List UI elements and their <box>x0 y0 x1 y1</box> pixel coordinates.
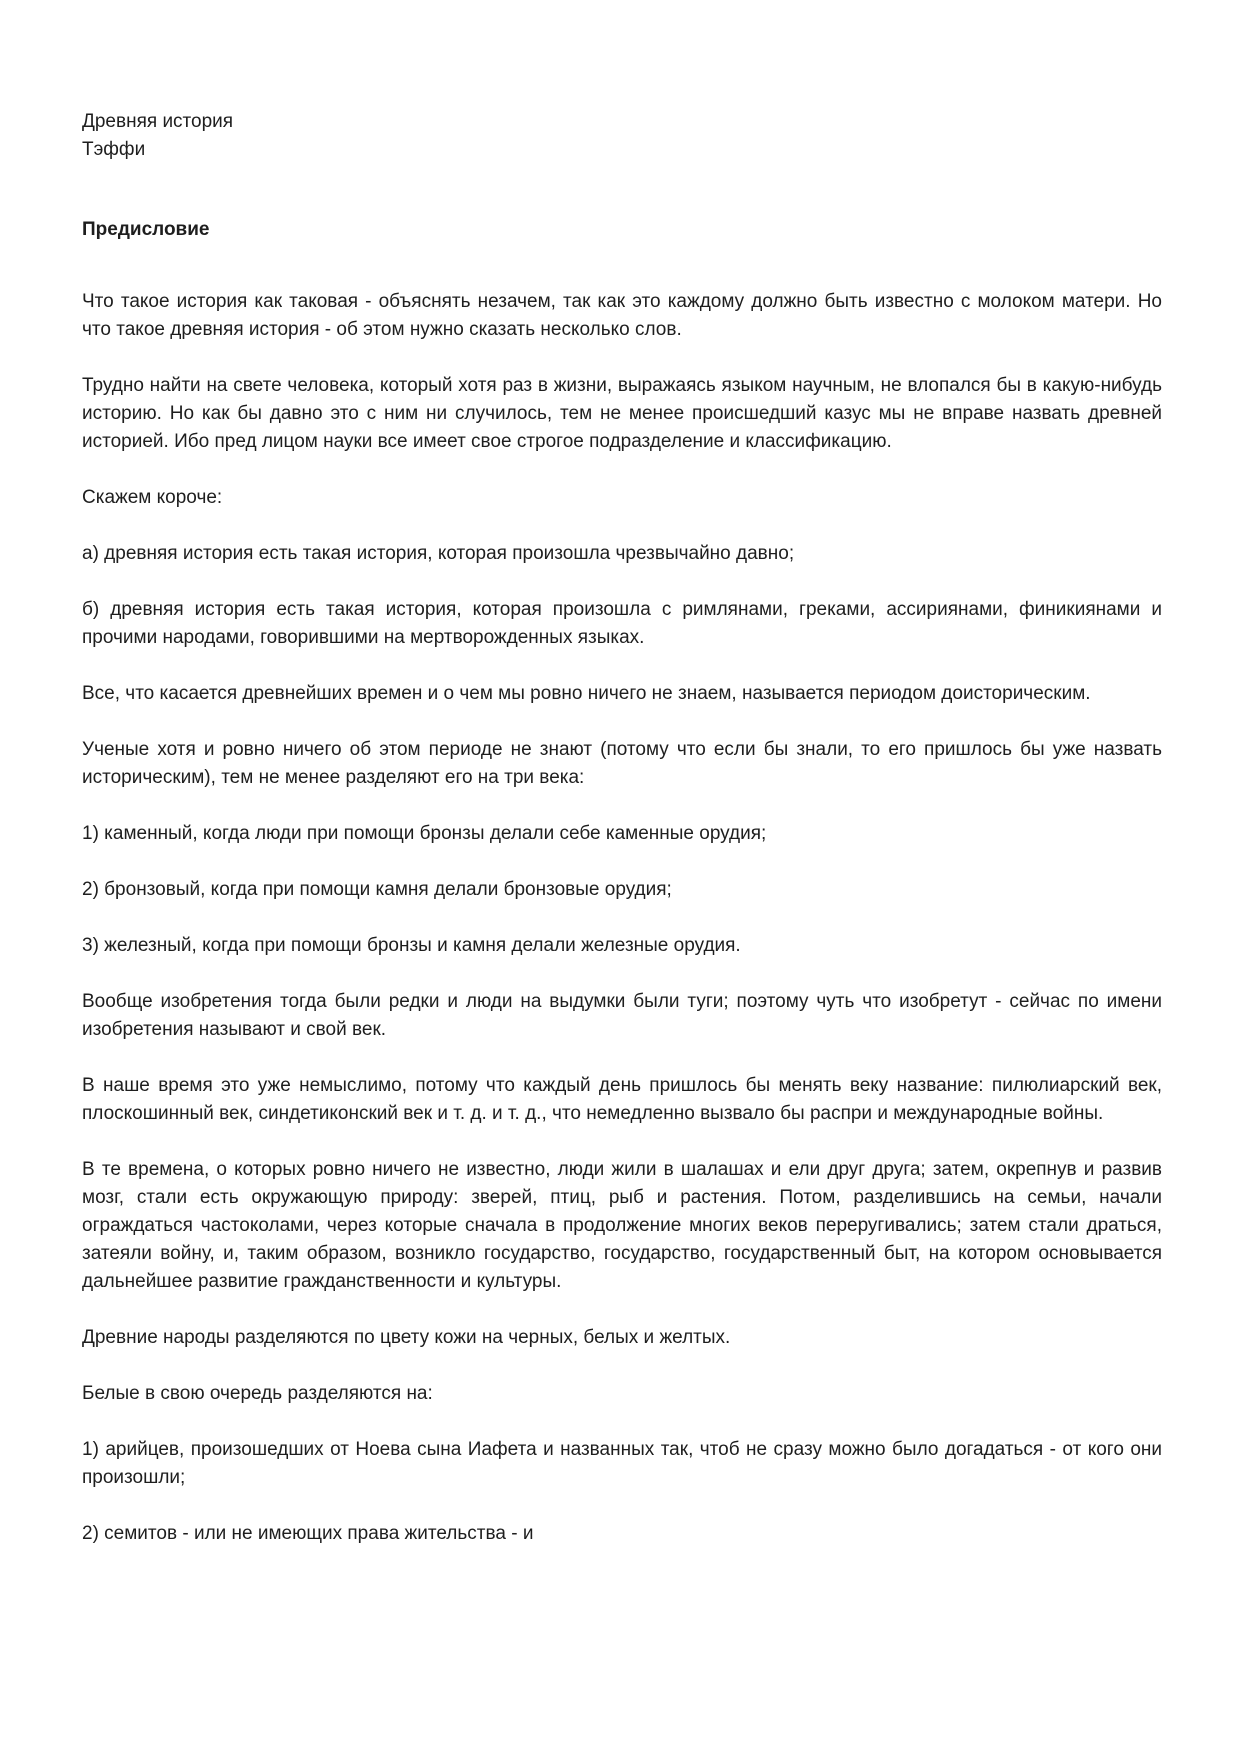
paragraph: Древние народы разделяются по цвету кожи на черных, белых и желтых. <box>82 1327 731 1348</box>
list-item: 2) бронзовый, когда при помощи камня делали бронзовые орудия; <box>82 879 672 900</box>
paragraph: Что такое история как таковая - объяснять незачем, так как это каждому должно быть известно с молоком матери. Но что такое древняя история - об этом нужно сказать несколько слов. <box>82 291 1162 340</box>
document-page <box>82 108 1162 1576</box>
paragraph: Скажем короче: <box>82 487 223 508</box>
paragraph: Ученые хотя и ровно ничего об этом периоде не знают (потому что если бы знали, то его пришлось бы уже назвать историческим), тем не менее разделяют его на три века: <box>82 739 1162 788</box>
document-title: Древняя история <box>82 111 234 132</box>
document-body <box>82 288 1162 1548</box>
paragraph: Все, что касается древнейших времен и о чем мы ровно ничего не знаем, называется периодом доисторическим. <box>82 683 1091 704</box>
list-item: 1) арийцев, произошедших от Ноева сына Иафета и названных так, чтоб не сразу можно было догадаться - от кого они произошли; <box>82 1439 1162 1488</box>
list-item: а) древняя история есть такая история, которая произошла чрезвычайно давно; <box>82 543 795 564</box>
list-item: 1) каменный, когда люди при помощи бронзы делали себе каменные орудия; <box>82 823 767 844</box>
paragraph: Трудно найти на свете человека, который хотя раз в жизни, выражаясь языком научным, не влопался бы в какую-нибудь историю. Но как бы давно это с ним ни случилось, тем не менее происшедший казус мы не вправе назвать древней историей. Ибо пред лицом науки все имеет свое строгое подразделение и классификацию. <box>82 375 1162 452</box>
list-item: 3) железный, когда при помощи бронзы и камня делали железные орудия. <box>82 935 741 956</box>
document-author: Тэффи <box>82 139 146 160</box>
paragraph: Белые в свою очередь разделяются на: <box>82 1383 433 1404</box>
list-item: б) древняя история есть такая история, которая произошла с римлянами, греками, ассириянами, финикиянами и прочими народами, говорившими на мертворожденных языках. <box>82 599 1162 648</box>
paragraph: В наше время это уже немыслимо, потому что каждый день пришлось бы менять веку название: пилюлиарский век, плоскошинный век, синдетиконский век и т. д. и т. д., что немедленно вызвало бы распри и международные войны. <box>82 1075 1162 1124</box>
list-item: 2) семитов - или не имеющих права жительства - и <box>82 1523 534 1544</box>
section-heading: Предисловие <box>82 219 210 240</box>
paragraph: Вообще изобретения тогда были редки и люди на выдумки были туги; поэтому чуть что изобретут - сейчас по имени изобретения называют и свой век. <box>82 991 1162 1040</box>
paragraph: В те времена, о которых ровно ничего не известно, люди жили в шалашах и ели друг друга; затем, окрепнув и развив мозг, стали есть окружающую природу: зверей, птиц, рыб и растения. Потом, разделившись на семьи, начали ограждаться частоколами, через которые сначала в продолжение многих веков переругивались; затем стали драться, затеяли войну, и, таким образом, возникло государство, государство, государственный быт, на котором основывается дальнейшее развитие гражданственности и культуры. <box>82 1159 1162 1292</box>
